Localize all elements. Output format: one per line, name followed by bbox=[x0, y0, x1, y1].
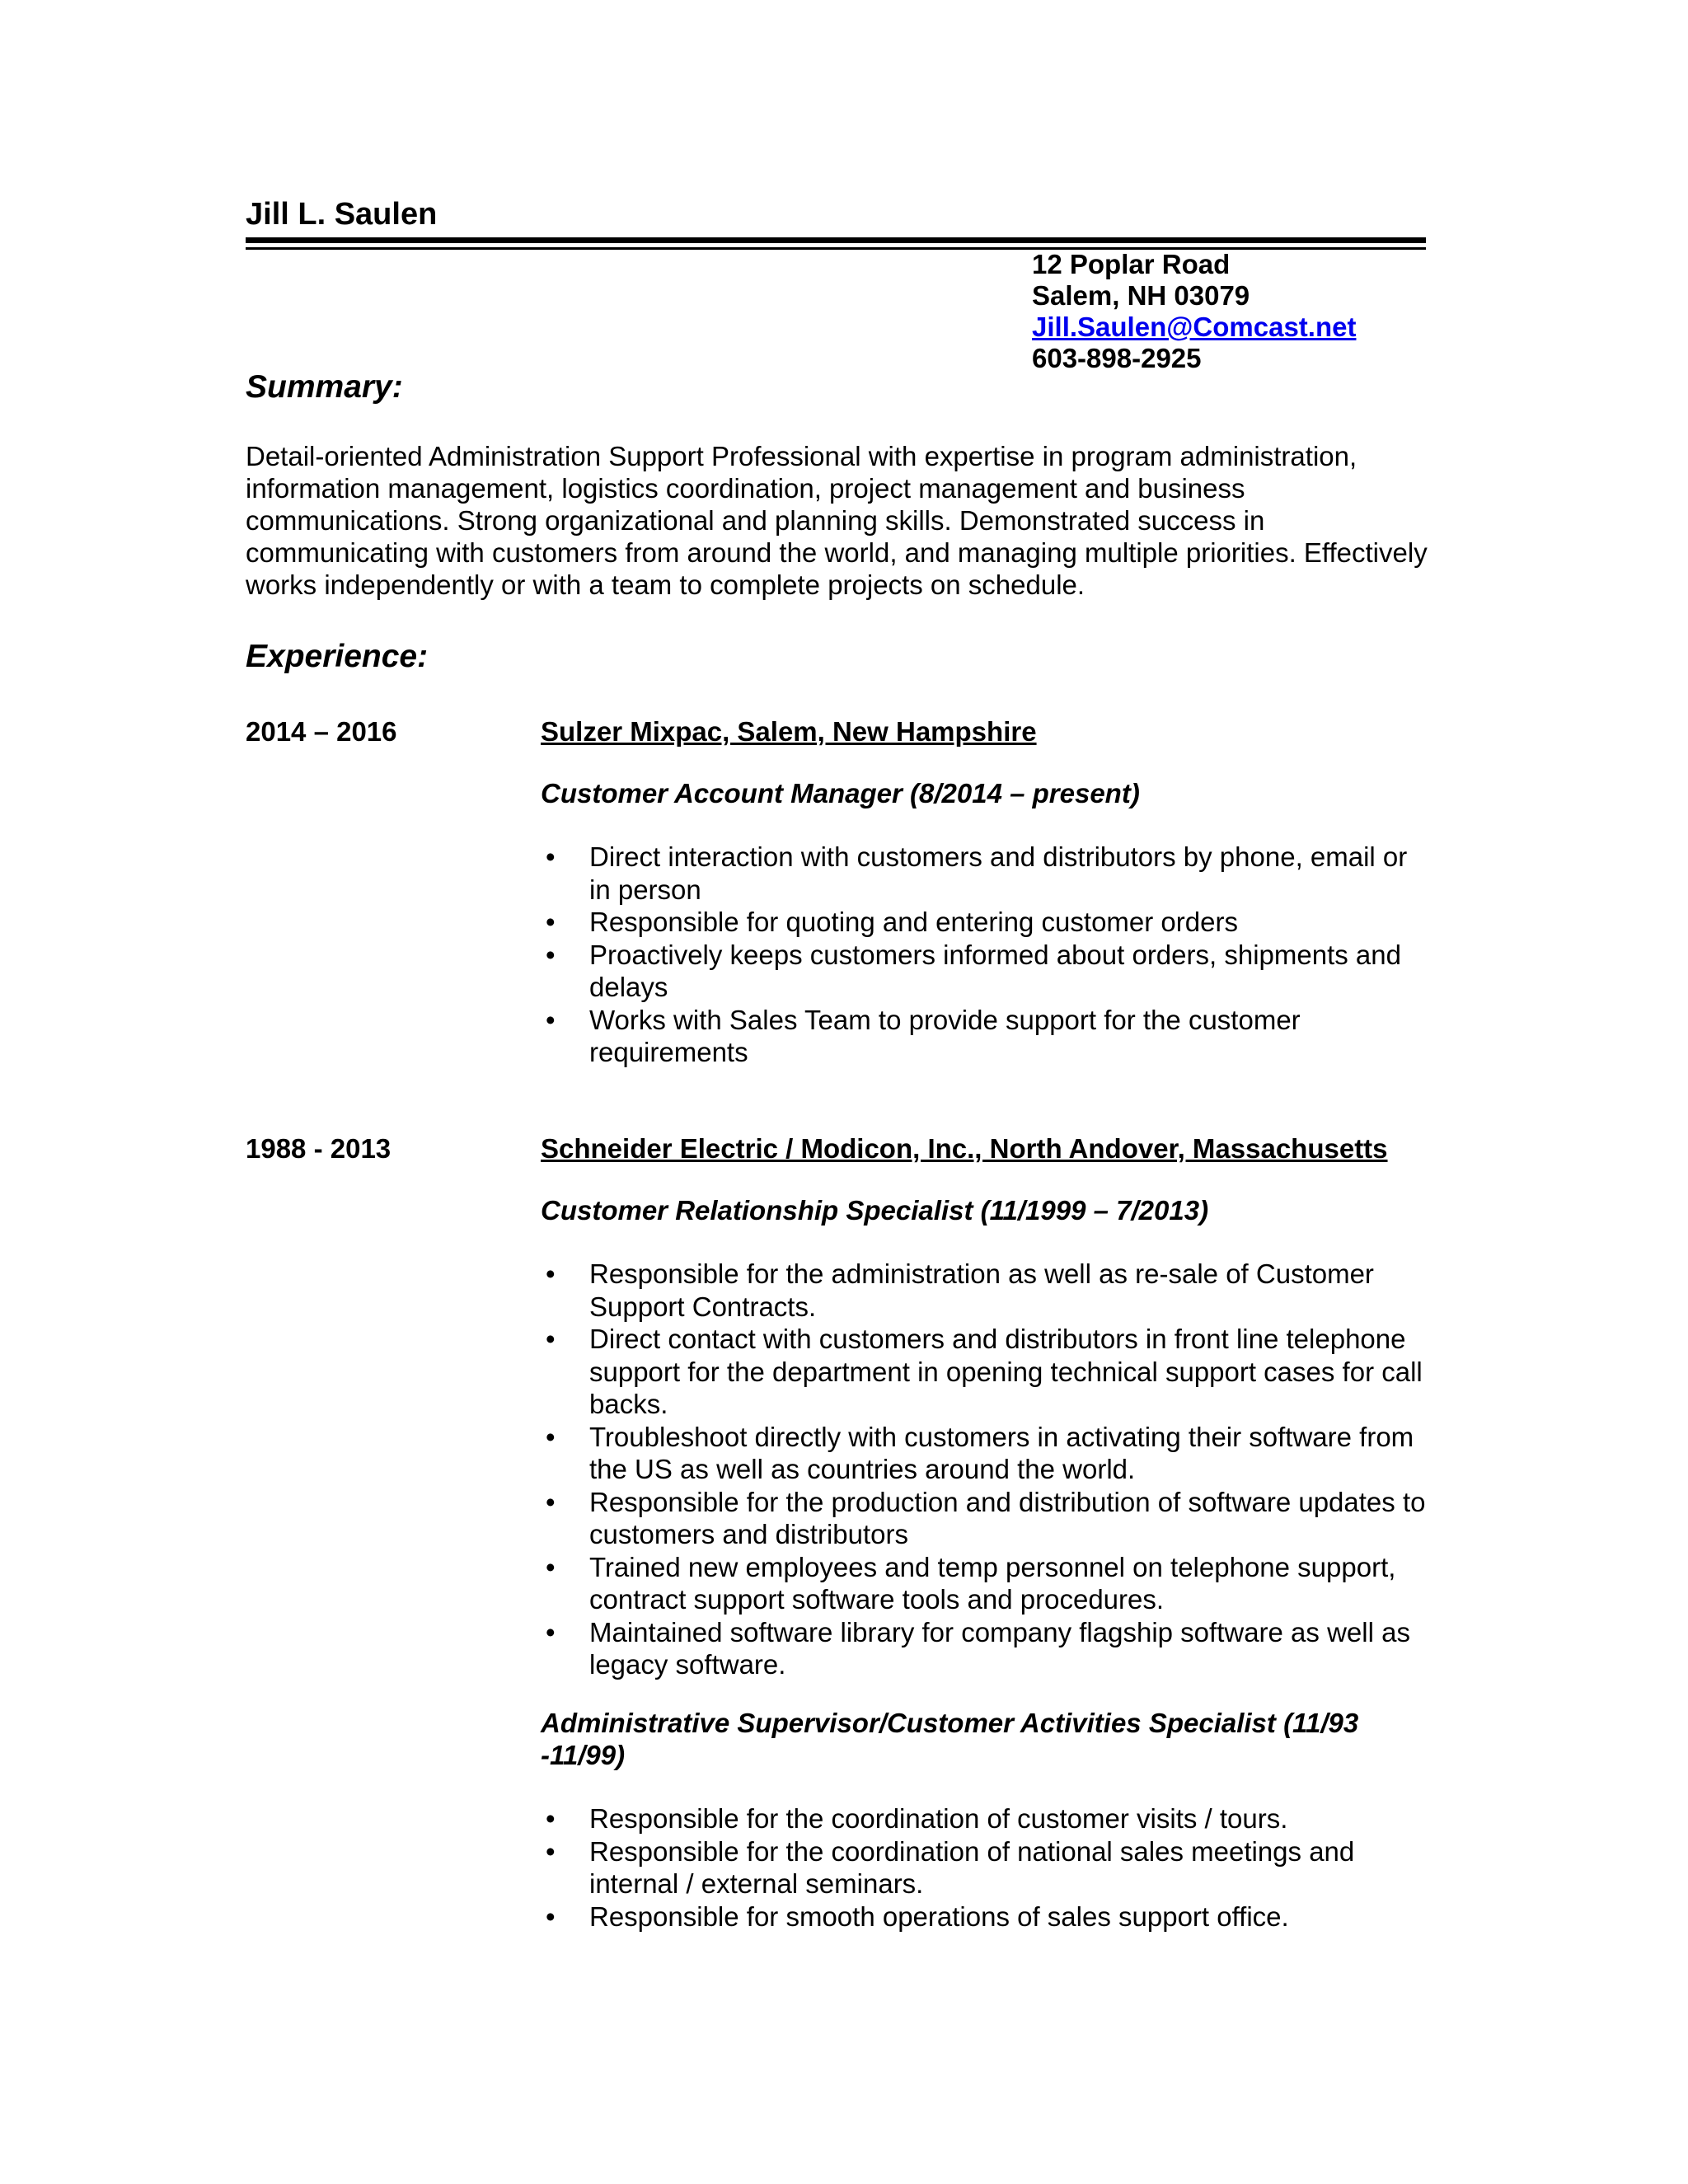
bullet-icon: • bbox=[546, 1004, 556, 1035]
job-bullet-list bbox=[541, 1802, 1431, 1933]
list-item: • Responsible for the production and distribution of software updates to customers and distributors bbox=[546, 1486, 1426, 1549]
list-item: • Trained new employees and temp personnel on telephone support, contract support software tools and procedures. bbox=[546, 1551, 1396, 1615]
bullet-icon: • bbox=[546, 1900, 556, 1932]
address-line-2: Salem, NH 03079 bbox=[1032, 280, 1250, 311]
list-item: • Responsible for the coordination of national sales meetings and internal / external seminars. bbox=[546, 1835, 1355, 1899]
job-bullet-list bbox=[541, 1258, 1431, 1681]
job-role-title: Customer Account Manager (8/2014 – present) bbox=[541, 778, 1140, 808]
job-role-title: Customer Relationship Specialist (11/1999 – 7/2013) bbox=[541, 1195, 1209, 1226]
job-employer: Schneider Electric / Modicon, Inc., North Andover, Massachusetts bbox=[541, 1133, 1388, 1164]
job-years: 1988 - 2013 bbox=[246, 1133, 392, 1164]
candidate-name: Jill L. Saulen bbox=[246, 197, 438, 232]
address-line-1: 12 Poplar Road bbox=[1032, 249, 1231, 279]
list-item: • Proactively keeps customers informed about orders, shipments and delays bbox=[546, 939, 1401, 1002]
list-item: • Responsible for the administration as well as re-sale of Customer Support Contracts. bbox=[546, 1258, 1374, 1322]
summary-text bbox=[246, 440, 1432, 601]
list-item: • Direct interaction with customers and distributors by phone, email or in person bbox=[546, 841, 1408, 905]
summary-heading: Summary: bbox=[246, 369, 403, 405]
bullet-icon: • bbox=[546, 841, 556, 872]
bullet-icon: • bbox=[546, 939, 556, 970]
job-role-title: Administrative Supervisor/Customer Activities Specialist (11/93 -11/99) bbox=[541, 1708, 1359, 1770]
list-item: • Responsible for the coordination of customer visits / tours. bbox=[546, 1803, 1288, 1834]
phone-number: 603-898-2925 bbox=[1032, 343, 1202, 373]
list-item: • Maintained software library for company flagship software as well as legacy software. bbox=[546, 1616, 1410, 1680]
bullet-icon: • bbox=[546, 1551, 556, 1582]
bullet-icon: • bbox=[546, 1324, 556, 1354]
contact-block bbox=[1032, 249, 1356, 374]
list-item: • Troubleshoot directly with customers in activating their software from the US as well as countries around the world. bbox=[546, 1421, 1414, 1484]
list-item: • Works with Sales Team to provide support for the customer requirements bbox=[546, 1004, 1301, 1067]
job-bullet-list bbox=[541, 841, 1431, 1069]
summary-paragraph: Detail-oriented Administration Support Professional with expertise in program administration, information management, logistics coordination, project management and business communications. Strong organizational and planning skills. Demonstrated success in communicating with customers from around the world, and managing multiple priorities. Effectively works independently or with a team to complete projects on schedule. bbox=[246, 441, 1428, 600]
bullet-icon: • bbox=[546, 1835, 556, 1867]
header-rule-thick bbox=[246, 237, 1426, 243]
list-item: • Responsible for smooth operations of sales support office. bbox=[546, 1900, 1289, 1932]
email-link[interactable]: Jill.Saulen@Comcast.net bbox=[1032, 312, 1357, 342]
job-years: 2014 – 2016 bbox=[246, 716, 397, 747]
list-item: • Responsible for quoting and entering customer orders bbox=[546, 907, 1238, 937]
bullet-icon: • bbox=[546, 1486, 556, 1517]
job-employer: Sulzer Mixpac, Salem, New Hampshire bbox=[541, 716, 1037, 747]
experience-heading: Experience: bbox=[246, 639, 429, 674]
list-item: • Direct contact with customers and distributors in front line telephone support for the department in opening technical support cases for call backs. bbox=[546, 1324, 1423, 1419]
bullet-icon: • bbox=[546, 1616, 556, 1647]
bullet-icon: • bbox=[546, 907, 556, 937]
bullet-icon: • bbox=[546, 1258, 556, 1289]
bullet-icon: • bbox=[546, 1421, 556, 1452]
bullet-icon: • bbox=[546, 1803, 556, 1834]
